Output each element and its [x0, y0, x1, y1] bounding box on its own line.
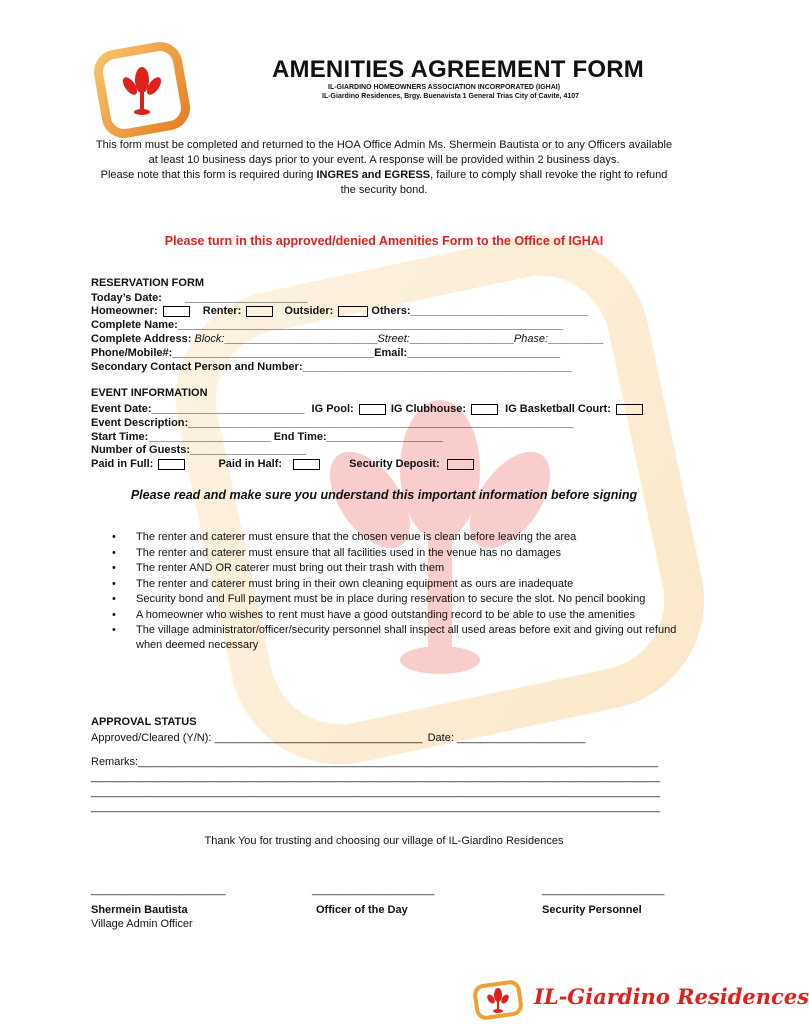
remarks-row [91, 755, 658, 769]
secondary-contact-field[interactable]: ____________________________________________ [302, 361, 572, 373]
secondary-contact-row [91, 360, 572, 374]
others-field[interactable]: _____________________________ [410, 305, 588, 317]
homeowner-label: Homeowner: [91, 305, 158, 317]
phone-email-row [91, 346, 560, 360]
email-field[interactable]: _________________________ [407, 347, 561, 359]
intro-paragraph-1: This form must be completed and returned to the HOA Office Admin Ms. Shermein Bautista or to any Officers available at least 10 business days prior to your event. A response will be provided within 2 business days. [95, 139, 673, 166]
approved-row [91, 731, 585, 745]
todays-date-row [91, 291, 307, 305]
end-time-field[interactable]: ___________________ [326, 431, 443, 443]
notice-text: Please turn in this approved/denied Amenities Form to the Office of IGHAI [164, 234, 604, 248]
intro-p2-bold: INGRES and EGRESS [316, 169, 431, 181]
complete-address-row [91, 332, 603, 346]
intro-text [92, 138, 676, 198]
approval-date-label: Date: [427, 732, 454, 744]
remarks-field-2[interactable]: _____________________________________________________________________________________________ [91, 771, 660, 783]
signature-line-admin[interactable]: ______________________ [91, 884, 226, 896]
brand-name: IL-Giardino Residences [534, 984, 809, 1009]
signatory-admin-name: Shermein Bautista [91, 904, 188, 916]
remarks-label: Remarks: [91, 756, 139, 768]
others-label: Others: [371, 305, 411, 317]
guests-field[interactable]: ___________________ [190, 444, 307, 456]
signature-line-officer[interactable]: ____________________ [312, 884, 435, 896]
block-field[interactable]: _________________________ [224, 333, 378, 345]
intro-p2-start: Please note that this form is required during [100, 169, 317, 181]
start-time-field[interactable]: ____________________ [148, 431, 271, 443]
ig-clubhouse-label: IG Clubhouse: [390, 403, 467, 415]
rule-item: • The renter and caterer must bring in their own cleaning equipment as ours are inadequate [112, 577, 682, 592]
paid-full-checkbox[interactable] [158, 459, 185, 470]
paid-half-checkbox[interactable] [293, 459, 320, 470]
brand-logo-icon [468, 980, 528, 1020]
thank-you-text: Thank You for trusting and choosing our village of IL-Giardino Residences [204, 835, 564, 847]
rule-item: • The renter and caterer must ensure that all facilities used in the venue has no damages [112, 546, 682, 561]
event-date-label: Event Date: [91, 403, 152, 415]
block-label: Block: [194, 333, 225, 345]
approved-field[interactable]: __________________________________ [214, 732, 423, 744]
street-field[interactable]: _________________ [409, 333, 514, 345]
rule-item: • The renter and caterer must ensure that the chosen venue is clean before leaving the area [112, 530, 682, 545]
remarks-field-4[interactable]: _____________________________________________________________________________________________ [91, 801, 660, 813]
type-row [91, 304, 588, 318]
outsider-label: Outsider: [284, 305, 334, 317]
phone-label: Phone/Mobile#: [91, 347, 173, 359]
ig-pool-label: IG Pool: [311, 403, 354, 415]
paid-half-label: Paid in Half: [218, 458, 283, 470]
intro-paragraph-2 [92, 168, 676, 198]
ighai-logo [92, 40, 192, 140]
guests-label: Number of Guests: [91, 444, 191, 456]
org-name: IL-GIARDINO HOMEOWNERS ASSOCIATION INCORPORATED (IGHAI) [328, 84, 561, 91]
todays-date-label: Today’s Date: [91, 292, 162, 304]
form-title: AMENITIES AGREEMENT FORM [272, 56, 644, 83]
todays-date-field[interactable]: ____________________ [184, 292, 308, 304]
brand-footer [468, 980, 809, 1020]
event-description-field[interactable]: _______________________________________________________________ [188, 417, 574, 429]
renter-label: Renter: [202, 305, 242, 317]
event-date-row [91, 402, 643, 416]
signature-line-security[interactable]: ____________________ [542, 884, 665, 896]
paid-full-label: Paid in Full: [91, 458, 154, 470]
complete-address-label: Complete Address: [91, 333, 192, 345]
start-time-label: Start Time: [91, 431, 149, 443]
reservation-heading: RESERVATION FORM [91, 277, 205, 289]
ig-clubhouse-checkbox[interactable] [471, 404, 498, 415]
rule-item: • A homeowner who wishes to rent must have a good outstanding record to be able to use the amenities [112, 608, 682, 623]
street-label: Street: [377, 333, 410, 345]
remarks-field-1[interactable]: _____________________________________________________________________________________ [138, 756, 659, 768]
approved-label: Approved/Cleared (Y/N): [91, 732, 212, 744]
guests-row [91, 443, 306, 457]
phone-field[interactable]: _________________________________ [172, 347, 375, 359]
email-label: Email: [374, 347, 408, 359]
payment-row [91, 457, 474, 471]
important-heading: Please read and make sure you understand this important information before signing [130, 488, 638, 502]
complete-name-label: Complete Name: [91, 319, 178, 331]
rules-list [112, 530, 682, 653]
phase-field[interactable]: _________ [548, 333, 604, 345]
rule-item: • The renter AND OR caterer must bring out their trash with them [112, 561, 682, 576]
security-deposit-label: Security Deposit: [349, 458, 440, 470]
ig-basketball-label: IG Basketball Court: [505, 403, 611, 415]
org-address: IL-Giardino Residences, Brgy. Buenavista 1 General Trias City of Cavite, 4107 [322, 93, 580, 100]
secondary-contact-label: Secondary Contact Person and Number: [91, 361, 303, 373]
time-row [91, 430, 443, 444]
rule-item: • Security bond and Full payment must be in place during reservation to secure the slot. No pencil booking [112, 592, 682, 607]
event-description-label: Event Description: [91, 417, 189, 429]
event-heading: EVENT INFORMATION [91, 387, 208, 399]
end-time-label: End Time: [273, 431, 327, 443]
event-description-row [91, 416, 574, 430]
approval-heading: APPROVAL STATUS [91, 716, 197, 728]
signatory-security: Security Personnel [542, 904, 642, 916]
signatory-officer: Officer of the Day [316, 904, 408, 916]
signatory-admin-role: Village Admin Officer [91, 918, 193, 930]
remarks-field-3[interactable]: _____________________________________________________________________________________________ [91, 786, 660, 798]
ig-basketball-checkbox[interactable] [616, 404, 643, 415]
phase-label: Phase: [513, 333, 549, 345]
renter-checkbox[interactable] [246, 306, 273, 317]
ig-pool-checkbox[interactable] [359, 404, 386, 415]
intro-p2-end: , failure to comply shall revoke the right to refund the security bond. [340, 169, 668, 196]
approval-date-field[interactable]: _____________________ [456, 732, 586, 744]
complete-name-row [91, 318, 563, 332]
homeowner-checkbox[interactable] [163, 306, 190, 317]
security-deposit-checkbox[interactable] [447, 459, 474, 470]
rule-item: • The village administrator/officer/security personnel shall inspect all used areas before exit and giving out refund when deemed necessary [112, 623, 682, 652]
complete-name-field[interactable]: _______________________________________________________________ [177, 319, 564, 331]
outsider-checkbox[interactable] [338, 306, 368, 317]
event-date-field[interactable]: _________________________ [151, 403, 305, 415]
